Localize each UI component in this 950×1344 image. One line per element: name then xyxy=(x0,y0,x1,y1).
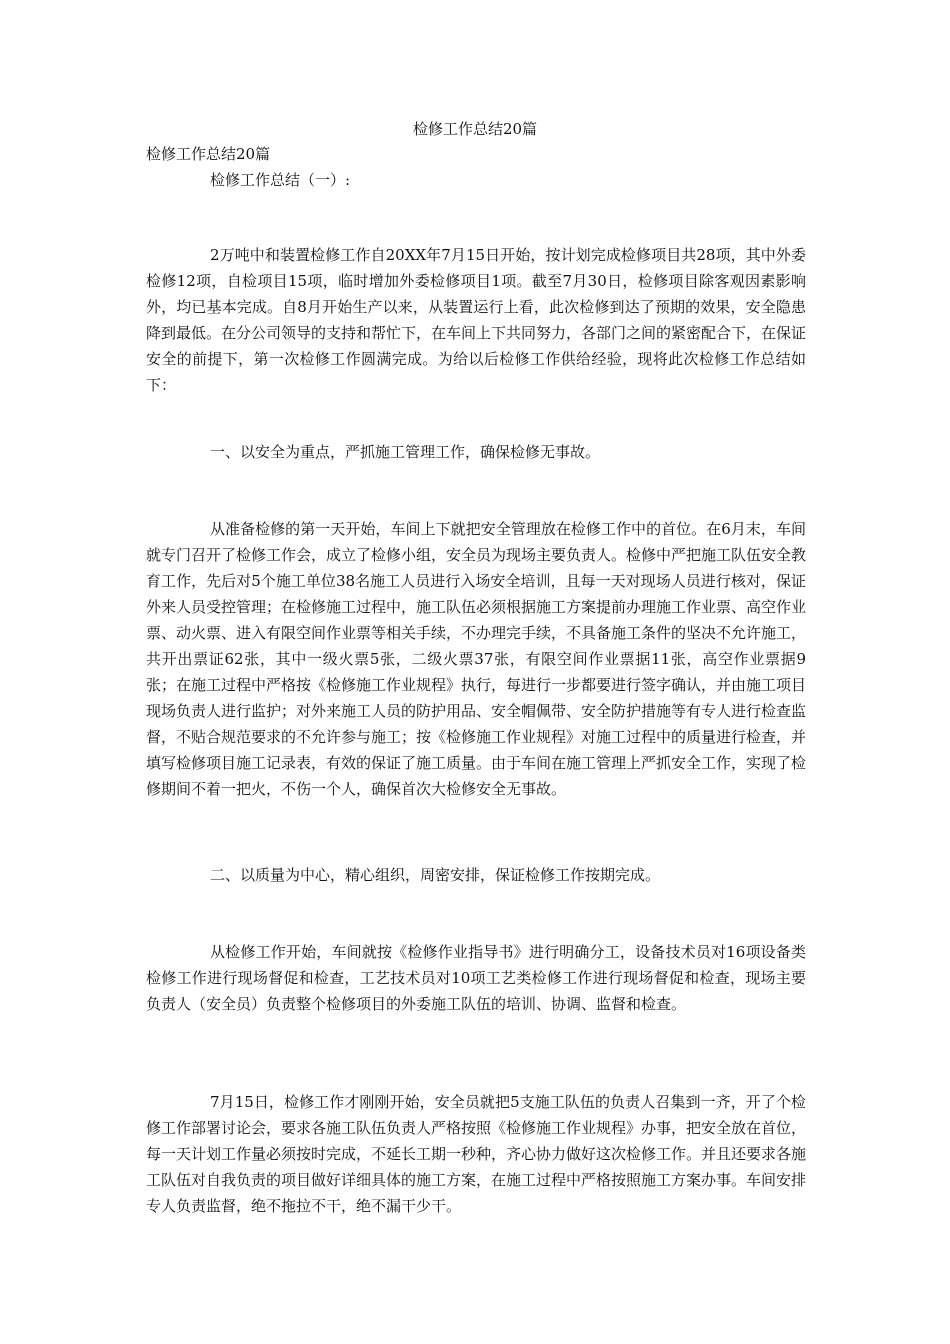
paragraph-kickoff: 7月15日，检修工作才刚刚开始，安全员就把5支施工队伍的负责人召集到一齐，开了个检修工作部署讨论会，要求各施工队伍负责人严格按照《检修施工作业规程》办事，把安全放在首位，每一天计划工作量必须按时完成，不延长工期一秒种，齐心协力做好这次检修工作。并且还要求各施工队伍对自我负责的项目做好详细具体的施工方案，在施工过程中严格按照施工方案办事。车间安排专人负责监督，绝不拖拉不干，绝不漏干少干。 xyxy=(146,1093,807,1215)
paragraph-safety: 从准备检修的第一天开始，车间上下就把安全管理放在检修工作中的首位。在6月末，车间就专门召开了检修工作会，成立了检修小组，安全员为现场主要负责人。检修中严把施工队伍安全教育工作，先后对5个施工单位38名施工人员进行入场安全培训，且每一天对现场人员进行核对，保证外来人员受控管理；在检修施工过程中，施工队伍必须根据施工方案提前办理施工作业票、高空作业票、动火票、进入有限空间作业票等相关手续，不办理完手续，不具备施工条件的坚决不允许施工，共开出票证62张，其中一级火票5张，二级火票37张，有限空间作业票据11张，高空作业票据9张；在施工过程中严格按《检修施工作业规程》执行，每进行一步都要进行签字确认，并由施工项目现场负责人进行监护；对外来施工人员的防护用品、安全帽佩带、安全防护措施等有专人进行检查监督，不贴合规范要求的不允许参与施工；按《检修施工作业规程》对施工过程中的质量进行检查，并填写检修项目施工记录表，有效的保证了施工质量。由于车间在施工管理上严抓安全工作，实现了检修期间不着一把火，不伤一个人，确保首次大检修安全无事故。 xyxy=(146,520,807,798)
heading-safety: 一、以安全为重点，严抓施工管理工作，确保检修无事故。 xyxy=(210,443,601,461)
document-title: 检修工作总结20篇 xyxy=(412,120,538,138)
section-label: 检修工作总结（一）: xyxy=(210,171,351,189)
paragraph-quality: 从检修工作开始，车间就按《检修作业指导书》进行明确分工，设备技术员对16项设备类检修工作进行现场督促和检查，工艺技术员对10项工艺类检修工作进行现场督促和检查，现场主要负责人（安全员）负责整个检修项目的外委施工队伍的培训、协调、监督和检查。 xyxy=(146,943,806,1013)
document-subtitle: 检修工作总结20篇 xyxy=(146,145,271,163)
heading-quality: 二、以质量为中心，精心组织，周密安排，保证检修工作按期完成。 xyxy=(210,866,661,884)
paragraph-intro: 2万吨中和装置检修工作自20XX年7月15日开始，按计划完成检修项目共28项，其中外委检修12项，自检项目15项，临时增加外委检修项目1项。截至7月30日，检修项目除客观因素影响外，均已基本完成。自8月开始生产以来，从装置运行上看，此次检修到达了预期的效果，安全隐患降到最低。在分公司领导的支持和帮忙下，在车间上下共同努力，各部门之间的紧密配合下，在保证安全的前提下，第一次检修工作圆满完成。为给以后检修工作供给经验，现将此次检修工作总结如下： xyxy=(146,246,807,394)
